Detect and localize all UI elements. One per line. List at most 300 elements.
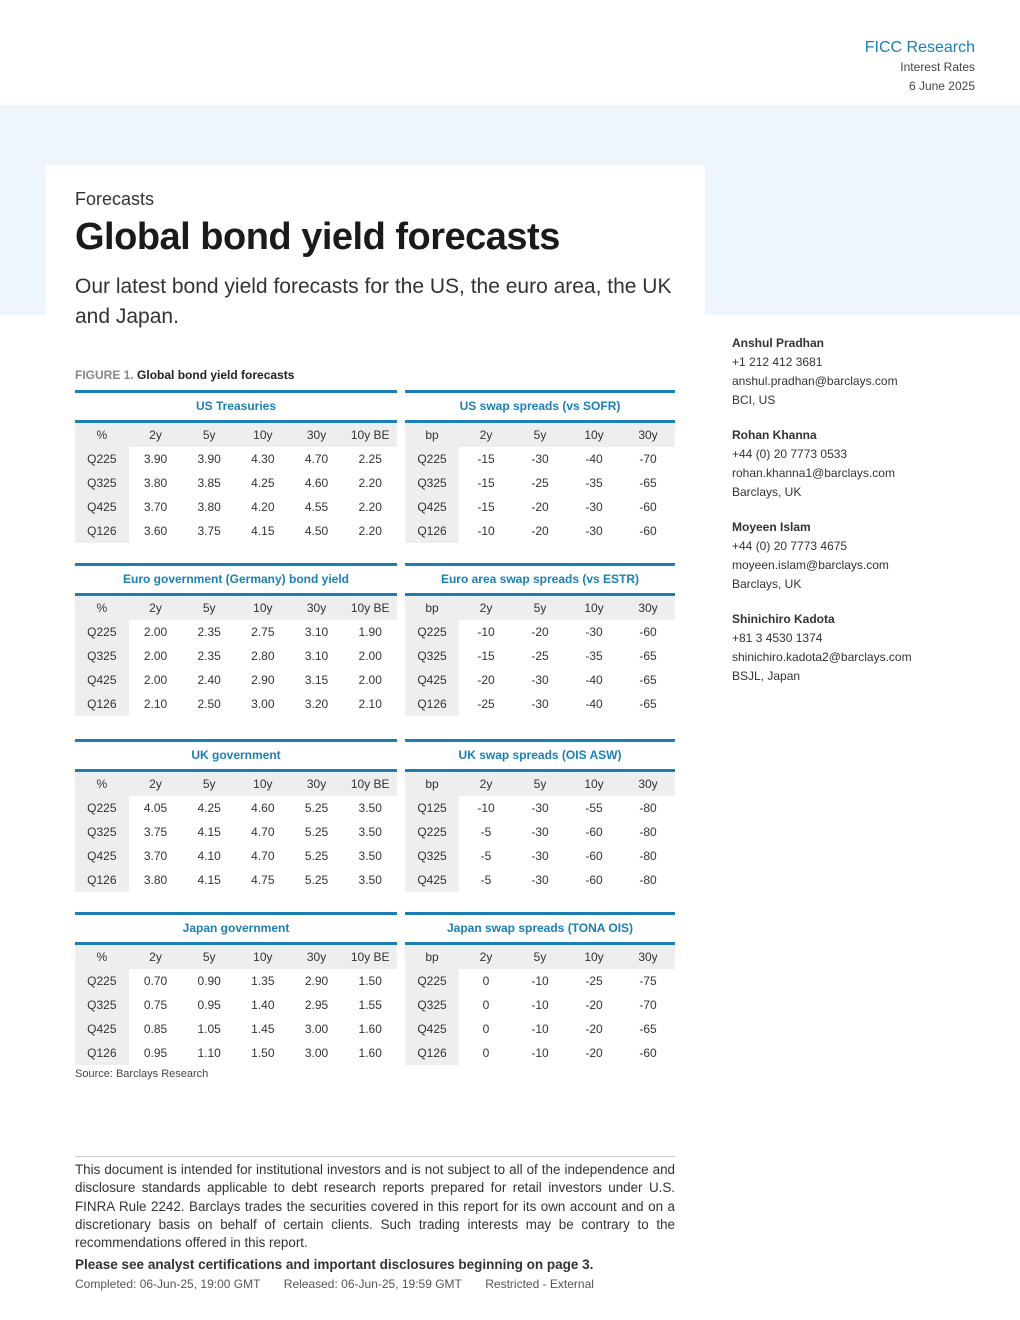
table-cell: 1.50 (251, 1046, 275, 1060)
table-cell: 0.95 (143, 1046, 168, 1060)
table-cell: -20 (531, 524, 549, 538)
row-label: Q425 (405, 868, 459, 892)
table-cell: -60 (585, 873, 603, 887)
table-cell: 3.10 (304, 649, 329, 663)
author-name: Moyeen Islam (732, 520, 811, 534)
table-cell: 2.00 (143, 625, 168, 639)
author-email[interactable]: shinichiro.kadota2@barclays.com (732, 650, 912, 664)
column-header: 30y (638, 428, 658, 442)
author-block (732, 426, 992, 502)
figure-title: Global bond yield forecasts (137, 368, 295, 382)
row-label: Q325 (405, 993, 459, 1017)
page-title: Global bond yield forecasts (75, 216, 560, 258)
table-title: UK government (75, 739, 397, 772)
disclosures-note: Please see analyst certifications and important disclosures beginning on page 3. (75, 1257, 594, 1272)
table-cell: -30 (531, 673, 549, 687)
row-label: Q225 (75, 969, 129, 993)
column-header: 30y (638, 950, 658, 964)
table-cell: 4.15 (197, 873, 221, 887)
table-cell: 0.70 (143, 974, 168, 988)
table-cell: 2.00 (143, 673, 168, 687)
table-cell: -30 (585, 500, 603, 514)
row-label: Q225 (75, 620, 129, 644)
table-cell: -10 (531, 974, 549, 988)
table-row (405, 668, 675, 692)
table-cell: 3.70 (143, 849, 168, 863)
row-label: Q126 (405, 1041, 459, 1065)
table-cell: 0 (482, 998, 490, 1012)
table-cell: -15 (477, 476, 495, 490)
column-header: 30y (306, 950, 327, 964)
table-header-row (75, 772, 397, 796)
row-label: Q325 (405, 471, 459, 495)
table-cell: -70 (639, 452, 657, 466)
row-label: Q325 (75, 471, 129, 495)
table-cell: 5.25 (304, 873, 329, 887)
table-cell: -60 (585, 849, 603, 863)
table-cell: 3.00 (304, 1046, 329, 1060)
table-cell: -25 (531, 476, 549, 490)
table-cell: 5.25 (304, 849, 329, 863)
column-header: 2y (149, 950, 162, 964)
table-cell: -10 (531, 998, 549, 1012)
table-cell: -15 (477, 500, 495, 514)
table-cell: 3.80 (197, 500, 221, 514)
row-label: Q325 (75, 820, 129, 844)
author-phone: +44 (0) 20 7773 4675 (732, 539, 848, 553)
author-entity: Barclays, UK (732, 577, 802, 591)
table-cell: 2.90 (251, 673, 275, 687)
table-cell: 5.25 (304, 825, 329, 839)
table-title: Japan government (75, 912, 397, 945)
table-cell: -25 (477, 697, 495, 711)
table-cell: 3.80 (143, 476, 168, 490)
table-cell: -65 (639, 476, 657, 490)
table-cell: -30 (585, 625, 603, 639)
column-header: bp (425, 428, 439, 442)
author-name: Shinichiro Kadota (732, 612, 835, 626)
row-label: Q225 (405, 969, 459, 993)
table-row (405, 820, 675, 844)
table-cell: 4.70 (251, 825, 275, 839)
table-header-row (405, 772, 675, 796)
table-cell: 1.05 (197, 1022, 221, 1036)
table-cell: 3.50 (358, 801, 382, 815)
table-cell: 1.60 (358, 1022, 382, 1036)
table-cell: -40 (585, 697, 603, 711)
author-name: Rohan Khanna (732, 428, 817, 442)
table-row (75, 471, 397, 495)
table-row (75, 1017, 397, 1041)
table-cell: 2.00 (358, 673, 382, 687)
table-row (405, 471, 675, 495)
table-cell: 4.50 (304, 524, 329, 538)
table-cell: 4.20 (251, 500, 275, 514)
forecast-table (405, 563, 675, 716)
row-label: Q325 (75, 993, 129, 1017)
table-cell: -60 (639, 524, 657, 538)
table-row (75, 868, 397, 892)
table-cell: 4.30 (251, 452, 275, 466)
table-cell: -30 (531, 801, 549, 815)
figure-source: Source: Barclays Research (75, 1068, 209, 1080)
author-phone: +1 212 412 3681 (732, 355, 823, 369)
table-cell: 1.90 (358, 625, 382, 639)
table-row (75, 644, 397, 668)
author-email[interactable]: anshul.pradhan@barclays.com (732, 374, 898, 388)
table-header-row (405, 423, 675, 447)
author-block (732, 518, 992, 594)
table-title: Euro area swap spreads (vs ESTR) (405, 563, 675, 596)
table-cell: 4.15 (197, 825, 221, 839)
table-cell: -20 (585, 1046, 603, 1060)
table-row (75, 820, 397, 844)
table-header-row (75, 596, 397, 620)
author-entity: Barclays, UK (732, 485, 802, 499)
table-cell: -80 (639, 873, 657, 887)
table-cell: 2.20 (358, 500, 382, 514)
table-header-row (75, 945, 397, 969)
column-header: 30y (306, 601, 327, 615)
author-email[interactable]: rohan.khanna1@barclays.com (732, 466, 895, 480)
table-cell: 2.50 (197, 697, 221, 711)
row-label: Q225 (405, 620, 459, 644)
table-cell: 1.40 (251, 998, 275, 1012)
table-cell: 3.00 (304, 1022, 329, 1036)
column-header: 5y (202, 428, 216, 442)
table-cell: 4.55 (304, 500, 329, 514)
row-label: Q126 (405, 692, 459, 716)
row-label: Q126 (75, 868, 129, 892)
figure-number: FIGURE 1. (75, 368, 134, 382)
table-cell: 1.60 (358, 1046, 382, 1060)
table-cell: -30 (531, 452, 549, 466)
column-header: % (96, 950, 108, 964)
authors-panel (732, 334, 992, 702)
column-header: % (96, 428, 108, 442)
column-header: 30y (306, 428, 327, 442)
forecast-table (75, 563, 397, 716)
table-cell: 4.60 (304, 476, 329, 490)
table-cell: 3.50 (358, 825, 382, 839)
author-name: Anshul Pradhan (732, 336, 825, 350)
figure-caption (75, 368, 294, 382)
forecast-table (75, 390, 397, 543)
table-cell: 5.25 (304, 801, 329, 815)
table-cell: 4.05 (143, 801, 168, 815)
table-row (405, 519, 675, 543)
table-cell: -30 (531, 873, 549, 887)
table-cell: 4.70 (304, 452, 329, 466)
forecast-table (405, 390, 675, 543)
table-cell: -35 (585, 649, 603, 663)
table-cell: -5 (480, 873, 492, 887)
table-cell: 3.00 (251, 697, 275, 711)
table-row (75, 620, 397, 644)
row-label: Q425 (75, 1017, 129, 1041)
table-cell: -30 (531, 849, 549, 863)
column-header: 2y (479, 777, 493, 791)
table-cell: 2.20 (358, 524, 382, 538)
table-row (75, 796, 397, 820)
table-cell: -35 (585, 476, 603, 490)
table-row (75, 844, 397, 868)
table-cell: -15 (477, 649, 495, 663)
row-label: Q325 (405, 644, 459, 668)
completed-timestamp: Completed: 06-Jun-25, 19:00 GMT (75, 1277, 261, 1291)
table-title: US Treasuries (75, 390, 397, 423)
forecast-table (405, 739, 675, 892)
table-row (405, 447, 675, 471)
page-subtitle: Our latest bond yield forecasts for the US, the euro area, the UK and Japan. (75, 275, 672, 328)
column-header: 10y BE (350, 601, 390, 615)
table-cell: 2.90 (304, 974, 329, 988)
column-header: 5y (202, 601, 216, 615)
table-cell: 0.75 (143, 998, 168, 1012)
column-header: 10y (253, 950, 273, 964)
table-cell: -15 (477, 452, 495, 466)
table-cell: 1.55 (358, 998, 382, 1012)
table-cell: 1.10 (197, 1046, 221, 1060)
table-cell: 4.10 (197, 849, 221, 863)
table-cell: 3.70 (143, 500, 168, 514)
table-cell: -25 (585, 974, 603, 988)
forecast-table (75, 739, 397, 892)
table-cell: -55 (585, 801, 603, 815)
table-cell: -20 (477, 673, 495, 687)
row-label: Q126 (75, 1041, 129, 1065)
column-header: 10y BE (350, 428, 390, 442)
forecast-table (75, 912, 397, 1065)
column-header: 10y BE (350, 950, 390, 964)
column-header: 2y (149, 428, 162, 442)
table-row (75, 495, 397, 519)
table-cell: -40 (585, 673, 603, 687)
table-cell: -20 (585, 998, 603, 1012)
hero-kicker: Forecasts (75, 189, 155, 209)
row-label: Q425 (405, 668, 459, 692)
table-cell: 4.25 (197, 801, 221, 815)
table-cell: 3.85 (197, 476, 221, 490)
table-cell: -40 (585, 452, 603, 466)
table-cell: 3.50 (358, 873, 382, 887)
column-header: 5y (202, 950, 216, 964)
row-label: Q126 (405, 519, 459, 543)
column-header: 5y (533, 777, 547, 791)
table-cell: -5 (480, 825, 492, 839)
table-cell: 4.25 (251, 476, 275, 490)
author-block (732, 334, 992, 410)
table-header-row (405, 596, 675, 620)
column-header: 10y (584, 777, 604, 791)
table-cell: 3.90 (143, 452, 168, 466)
table-row (405, 969, 675, 993)
table-title: UK swap spreads (OIS ASW) (405, 739, 675, 772)
column-header: % (96, 601, 108, 615)
table-row (405, 620, 675, 644)
column-header: bp (425, 777, 439, 791)
table-cell: -80 (639, 825, 657, 839)
column-header: 10y (253, 601, 273, 615)
author-phone: +81 3 4530 1374 (732, 631, 823, 645)
author-entity: BSJL, Japan (732, 669, 801, 683)
column-header: 2y (479, 601, 493, 615)
column-header: 2y (149, 601, 162, 615)
table-row (405, 993, 675, 1017)
row-label: Q425 (75, 668, 129, 692)
author-entity: BCI, US (732, 393, 776, 407)
table-cell: 2.40 (197, 673, 221, 687)
table-cell: -10 (531, 1046, 549, 1060)
table-cell: 0.85 (143, 1022, 168, 1036)
author-email[interactable]: moyeen.islam@barclays.com (732, 558, 889, 572)
table-cell: -20 (531, 500, 549, 514)
row-label: Q325 (75, 644, 129, 668)
table-cell: 2.75 (251, 625, 275, 639)
table-cell: -10 (531, 1022, 549, 1036)
row-label: Q325 (405, 844, 459, 868)
column-header: 30y (306, 777, 327, 791)
column-header: 5y (533, 601, 547, 615)
table-cell: 0.95 (197, 998, 221, 1012)
table-row (405, 692, 675, 716)
row-label: Q425 (405, 1017, 459, 1041)
report-header (865, 38, 975, 96)
row-label: Q126 (75, 519, 129, 543)
table-title: US swap spreads (vs SOFR) (405, 390, 675, 423)
column-header: 5y (533, 950, 547, 964)
table-cell: 3.80 (143, 873, 168, 887)
row-label: Q225 (75, 447, 129, 471)
forecast-table (405, 912, 675, 1065)
column-header: 2y (149, 777, 162, 791)
table-cell: 4.15 (251, 524, 275, 538)
table-cell: 1.50 (358, 974, 382, 988)
table-cell: -70 (639, 998, 657, 1012)
disclaimer-text: This document is intended for institutional investors and is not subject to all of the independence and disclosure standards applicable to debt research reports prepared for retail investors under U.S. FINRA Rule 2242. Barclays trades the securities covered in this report for its own account and on a discretionary basis on behalf of certain clients. Such trading interests may be contrary to the recommendations offered in this report. (75, 1156, 675, 1252)
row-label: Q125 (405, 796, 459, 820)
table-row (75, 668, 397, 692)
table-row (75, 692, 397, 716)
table-cell: 2.35 (197, 625, 221, 639)
column-header: 2y (479, 428, 493, 442)
table-cell: 3.10 (304, 625, 329, 639)
table-cell: -80 (639, 801, 657, 815)
table-cell: -30 (531, 697, 549, 711)
table-cell: -20 (585, 1022, 603, 1036)
row-label: Q425 (405, 495, 459, 519)
table-cell: 2.20 (358, 476, 382, 490)
table-title: Euro government (Germany) bond yield (75, 563, 397, 596)
column-header: 10y (253, 428, 273, 442)
table-row (75, 993, 397, 1017)
author-phone: +44 (0) 20 7773 0533 (732, 447, 848, 461)
column-header: 10y BE (350, 777, 390, 791)
column-header: 30y (638, 777, 658, 791)
column-header: 30y (638, 601, 658, 615)
table-header-row (405, 945, 675, 969)
released-timestamp: Released: 06-Jun-25, 19:59 GMT (283, 1277, 462, 1291)
table-cell: 4.70 (251, 849, 275, 863)
author-block (732, 610, 992, 686)
table-cell: -30 (531, 825, 549, 839)
table-cell: -10 (477, 625, 495, 639)
table-cell: -65 (639, 697, 657, 711)
row-label: Q225 (75, 796, 129, 820)
section-label: Interest Rates (900, 60, 975, 74)
table-row (75, 519, 397, 543)
row-label: Q225 (405, 820, 459, 844)
table-row (405, 644, 675, 668)
table-cell: -10 (477, 801, 495, 815)
table-cell: 0 (482, 1046, 490, 1060)
table-cell: 3.90 (197, 452, 221, 466)
table-cell: 3.75 (143, 825, 168, 839)
table-cell: -60 (585, 825, 603, 839)
column-header: % (96, 777, 108, 791)
table-row (405, 1041, 675, 1065)
table-row (405, 796, 675, 820)
table-cell: -75 (639, 974, 657, 988)
column-header: 10y (584, 601, 604, 615)
table-cell: 0.90 (197, 974, 221, 988)
column-header: 10y (253, 777, 273, 791)
table-row (405, 844, 675, 868)
table-row (405, 1017, 675, 1041)
table-cell: 2.10 (358, 697, 382, 711)
table-cell: 2.25 (358, 452, 382, 466)
table-cell: -10 (477, 524, 495, 538)
table-cell: 0 (482, 1022, 490, 1036)
table-cell: -80 (639, 849, 657, 863)
table-cell: 2.80 (251, 649, 275, 663)
table-cell: 2.00 (358, 649, 382, 663)
table-cell: 0 (482, 974, 490, 988)
table-cell: -60 (639, 1046, 657, 1060)
table-row (75, 447, 397, 471)
report-date: 6 June 2025 (908, 79, 975, 93)
table-cell: 2.35 (197, 649, 221, 663)
table-cell: 3.20 (304, 697, 329, 711)
footer-meta (75, 1277, 614, 1291)
column-header: bp (425, 601, 439, 615)
table-cell: 2.00 (143, 649, 168, 663)
table-cell: 3.75 (197, 524, 221, 538)
row-label: Q126 (75, 692, 129, 716)
table-cell: -30 (585, 524, 603, 538)
table-cell: -25 (531, 649, 549, 663)
table-row (75, 1041, 397, 1065)
column-header: 5y (533, 428, 547, 442)
table-row (75, 969, 397, 993)
table-cell: 1.45 (251, 1022, 275, 1036)
row-label: Q425 (75, 844, 129, 868)
table-title: Japan swap spreads (TONA OIS) (405, 912, 675, 945)
column-header: 2y (479, 950, 493, 964)
table-cell: -20 (531, 625, 549, 639)
column-header: 10y (584, 428, 604, 442)
table-cell: -65 (639, 649, 657, 663)
table-cell: 4.60 (251, 801, 275, 815)
column-header: 5y (202, 777, 216, 791)
table-cell: 3.50 (358, 849, 382, 863)
table-cell: 3.15 (304, 673, 329, 687)
table-cell: 2.10 (143, 697, 168, 711)
table-cell: -5 (480, 849, 492, 863)
classification-label: Restricted - External (485, 1277, 594, 1291)
table-cell: -65 (639, 673, 657, 687)
table-cell: 2.95 (304, 998, 329, 1012)
